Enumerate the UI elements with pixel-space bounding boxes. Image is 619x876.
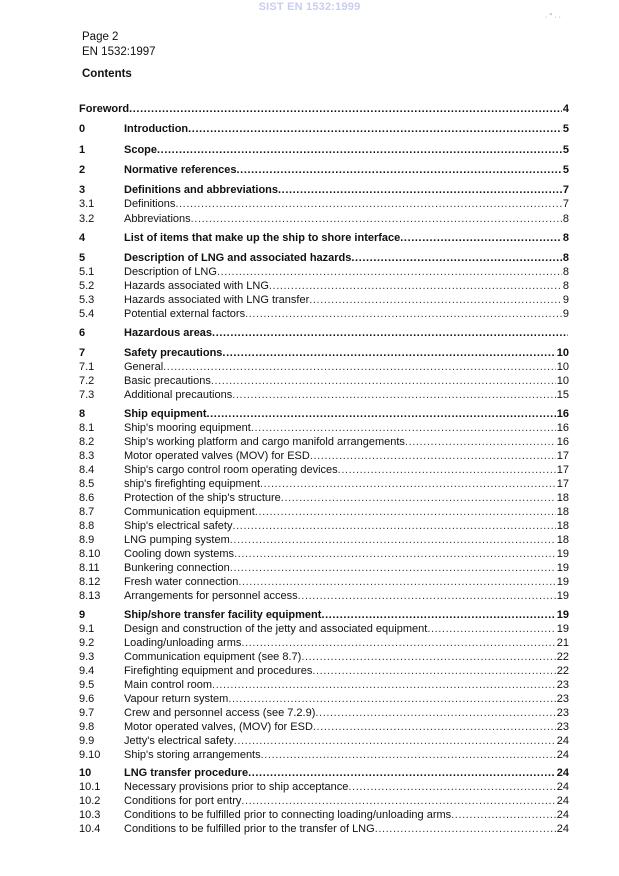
- toc-leader-dots: [241, 636, 555, 650]
- toc-number: 8.2: [79, 436, 95, 448]
- toc-label: Motor operated valves, (MOV) for ESD: [124, 721, 313, 733]
- toc-line: [124, 491, 569, 505]
- toc-line: [124, 197, 569, 211]
- toc-line: [124, 407, 569, 421]
- toc-number: 5.2: [79, 280, 95, 292]
- toc-label: LNG transfer procedure: [124, 767, 249, 779]
- toc-number: 9.8: [79, 721, 95, 733]
- toc-entry: [79, 575, 569, 589]
- scan-specks: · ʼʼ · ·: [545, 14, 561, 21]
- toc-leader-dots: [129, 102, 562, 116]
- toc-label: Definitions: [124, 198, 176, 210]
- toc-page-number: 24: [556, 735, 569, 747]
- toc-label: Main control room: [124, 679, 213, 691]
- toc-page-number: 17: [556, 450, 569, 462]
- toc-line: [124, 561, 569, 575]
- toc-number: 3.1: [79, 198, 95, 210]
- toc-page-number: 8: [562, 232, 569, 244]
- toc-leader-dots: [228, 692, 555, 706]
- toc-page-number: 16: [556, 408, 569, 420]
- toc-leader-dots: [312, 664, 555, 678]
- toc-leader-dots: [348, 780, 555, 794]
- toc-label: Potential external factors: [124, 308, 246, 320]
- toc-page-number: 10: [556, 347, 569, 359]
- toc-label: LNG pumping system: [124, 534, 230, 546]
- toc-line: [124, 822, 569, 836]
- toc-page-number: [568, 326, 569, 340]
- toc-number: 7.3: [79, 389, 95, 401]
- toc-line: [124, 650, 569, 664]
- toc-label: Fresh water connection: [124, 576, 239, 588]
- toc-number: 9.3: [79, 651, 95, 663]
- toc-label: Hazards associated with LNG: [124, 280, 269, 292]
- toc-entry: [79, 608, 569, 622]
- toc-line: [124, 265, 569, 279]
- toc-number: 5.1: [79, 266, 95, 278]
- toc-leader-dots: [157, 143, 562, 157]
- toc-label: Scope: [124, 144, 158, 156]
- toc-leader-dots: [212, 678, 556, 692]
- toc-number: 7.2: [79, 375, 95, 387]
- toc-label: Crew and personnel access (see 7.2.9): [124, 707, 316, 719]
- toc-entry: [79, 463, 569, 477]
- toc-page-number: 5: [562, 144, 569, 156]
- toc-leader-dots: [188, 122, 562, 136]
- toc-page-number: 23: [556, 693, 569, 705]
- toc-number: 10: [79, 767, 92, 779]
- toc-number: 3.2: [79, 213, 95, 225]
- toc-leader-dots: [375, 822, 556, 836]
- toc-label: Ship's working platform and cargo manifold arrangements: [124, 436, 405, 448]
- toc-number: 8.11: [79, 562, 100, 574]
- toc-entry: [79, 435, 569, 449]
- toc-line: [124, 307, 569, 321]
- toc-entry: [79, 491, 569, 505]
- toc-leader-dots: [451, 808, 556, 822]
- toc-entry: [79, 388, 569, 402]
- toc-number: 4: [79, 232, 86, 244]
- toc-page-number: 18: [556, 506, 569, 518]
- toc-line: [124, 706, 569, 720]
- toc-entry: [79, 519, 569, 533]
- toc-label: Hazards associated with LNG transfer: [124, 294, 310, 306]
- toc-entry: [79, 293, 569, 307]
- toc-leader-dots: [232, 519, 555, 533]
- toc-number: 6: [79, 327, 86, 339]
- toc-number: 8.9: [79, 534, 95, 546]
- toc-line: [124, 808, 569, 822]
- toc-leader-dots: [338, 463, 556, 477]
- toc-entry: [79, 664, 569, 678]
- toc-line: [124, 279, 569, 293]
- toc-page-number: 19: [556, 548, 569, 560]
- toc-page-number: 17: [556, 464, 569, 476]
- toc-label: Ship/shore transfer facility equipment: [124, 609, 322, 621]
- toc-line: [124, 622, 569, 636]
- toc-line: [124, 664, 569, 678]
- toc-number: 2: [79, 164, 86, 176]
- toc-number: 8.1: [79, 422, 95, 434]
- toc-entry: [79, 407, 569, 421]
- toc-label: Design and construction of the jetty and associated equipment: [124, 623, 428, 635]
- toc-line: [124, 477, 569, 491]
- toc-leader-dots: [222, 346, 555, 360]
- toc-label: Safety precautions: [124, 347, 223, 359]
- toc-label: Ship's mooring equipment: [124, 422, 251, 434]
- toc-page-number: 15: [556, 389, 569, 401]
- toc-line: [124, 122, 569, 136]
- toc-number: 3: [79, 184, 86, 196]
- toc-leader-dots: [260, 477, 556, 491]
- toc-entry: [79, 231, 569, 245]
- toc-line: [124, 636, 569, 650]
- toc-leader-dots: [301, 650, 555, 664]
- toc-page-number: 9: [562, 308, 569, 320]
- toc-leader-dots: [351, 251, 561, 265]
- toc-page-number: 8: [562, 213, 569, 225]
- toc-page-number: 19: [556, 576, 569, 588]
- toc-page-number: 7: [562, 198, 569, 210]
- page-header: [82, 30, 156, 60]
- toc-page-number: 22: [556, 651, 569, 663]
- toc-label: Loading/unloading arms: [124, 637, 242, 649]
- toc-label: Conditions to be fulfilled prior to connecting loading/unloading arms: [124, 809, 452, 821]
- toc-page-number: 24: [556, 749, 569, 761]
- toc-number: 5.4: [79, 308, 95, 320]
- toc-leader-dots: [315, 706, 555, 720]
- toc-label: Ship equipment: [124, 408, 207, 420]
- toc-page-number: 21: [556, 637, 569, 649]
- toc-number: 8: [79, 408, 86, 420]
- toc-entry: [79, 251, 569, 265]
- toc-line: [124, 463, 569, 477]
- toc-leader-dots: [248, 766, 556, 780]
- toc-leader-dots: [207, 407, 556, 421]
- toc-line: [124, 326, 569, 340]
- toc-entry: [79, 183, 569, 197]
- toc-label: Ship's electrical safety: [124, 520, 233, 532]
- toc-line: [124, 435, 569, 449]
- toc-entry: [79, 734, 569, 748]
- toc-line: [124, 734, 569, 748]
- toc-page-number: 19: [556, 609, 569, 621]
- toc-number: 5: [79, 252, 86, 264]
- contents-title: Contents: [82, 68, 132, 80]
- toc-number: 8.6: [79, 492, 95, 504]
- toc-leader-dots: [234, 734, 556, 748]
- toc-number: 9.4: [79, 665, 95, 677]
- toc-line: [124, 183, 569, 197]
- toc-line: [124, 388, 569, 402]
- toc-entry: [79, 748, 569, 762]
- toc-label: Definitions and abbreviations: [124, 184, 279, 196]
- toc-label: Ship's storing arrangements: [124, 749, 261, 761]
- toc-page-number: 24: [556, 767, 569, 779]
- toc-entry: [79, 197, 569, 211]
- toc-number: 9.9: [79, 735, 95, 747]
- toc-entry: [79, 692, 569, 706]
- toc-entry: [79, 477, 569, 491]
- toc-label: Cooling down systems: [124, 548, 235, 560]
- toc-label: List of items that make up the ship to shore interface: [124, 232, 401, 244]
- toc-line: [124, 692, 569, 706]
- toc-label: Motor operated valves (MOV) for ESD: [124, 450, 310, 462]
- toc-page-number: 24: [556, 809, 569, 821]
- toc-page-number: 24: [556, 823, 569, 835]
- toc-entry: [79, 122, 569, 136]
- toc-leader-dots: [232, 388, 556, 402]
- toc-leader-dots: [217, 265, 562, 279]
- toc-leader-dots: [245, 307, 562, 321]
- toc-entry: [79, 102, 569, 116]
- toc-number: 9.5: [79, 679, 95, 691]
- toc-label: Communication equipment: [124, 506, 255, 518]
- toc-entry: [79, 547, 569, 561]
- toc-number: 9.1: [79, 623, 95, 635]
- toc-page-number: 8: [562, 252, 569, 264]
- toc-line: [124, 519, 569, 533]
- toc-label: General: [124, 361, 164, 373]
- toc-entry: [79, 265, 569, 279]
- toc-line: [124, 360, 569, 374]
- toc-number: 9.2: [79, 637, 95, 649]
- toc-entry: [79, 678, 569, 692]
- toc-label: Arrangements for personnel access: [124, 590, 298, 602]
- toc-line: [124, 575, 569, 589]
- toc-entry: [79, 449, 569, 463]
- toc-page-number: 18: [556, 520, 569, 532]
- toc-line: [124, 163, 569, 177]
- toc-label: Bunkering connection: [124, 562, 230, 574]
- toc-label: Normative references: [124, 164, 237, 176]
- toc-label: Conditions for port entry: [124, 795, 242, 807]
- toc-entry: [79, 706, 569, 720]
- toc-label: ship's firefighting equipment: [124, 478, 261, 490]
- toc-page-number: 8: [562, 266, 569, 278]
- toc-number: 1: [79, 144, 86, 156]
- toc-number: 9.6: [79, 693, 95, 705]
- toc-entry: [79, 326, 569, 340]
- toc-page-number: 19: [556, 562, 569, 574]
- toc-number: 7.1: [79, 361, 95, 373]
- toc-entry: [79, 622, 569, 636]
- toc-leader-dots: [281, 491, 556, 505]
- toc-line: [124, 766, 569, 780]
- toc-entry: [79, 780, 569, 794]
- toc-number: 5.3: [79, 294, 95, 306]
- toc-label: Jetty's electrical safety: [124, 735, 234, 747]
- toc-leader-dots: [211, 374, 556, 388]
- toc-entry: [79, 533, 569, 547]
- toc-line: [79, 102, 569, 116]
- toc-page-number: 10: [556, 361, 569, 373]
- toc-entry: [79, 307, 569, 321]
- toc-number: 10.1: [79, 781, 101, 793]
- toc-number: 10.2: [79, 795, 101, 807]
- toc-entry: [79, 766, 569, 780]
- toc-entry: [79, 279, 569, 293]
- toc-entry: [79, 589, 569, 603]
- toc-number: 8.7: [79, 506, 95, 518]
- toc-page-number: 24: [556, 795, 569, 807]
- toc-page-number: 19: [556, 590, 569, 602]
- toc-page-number: 4: [562, 103, 569, 115]
- toc-leader-dots: [427, 622, 555, 636]
- toc-page-number: 16: [556, 436, 569, 448]
- toc-leader-dots: [238, 575, 555, 589]
- toc-entry: [79, 143, 569, 157]
- toc-line: [124, 293, 569, 307]
- toc-number: 10.3: [79, 809, 101, 821]
- watermark: SIST EN 1532:1999: [258, 1, 361, 13]
- toc-page-number: 16: [556, 422, 569, 434]
- toc-line: [124, 231, 569, 245]
- toc-page-number: 9: [562, 294, 569, 306]
- toc-label: Description of LNG and associated hazards: [124, 252, 352, 264]
- toc-number: 8.13: [79, 590, 101, 602]
- toc-page-number: 18: [556, 534, 569, 546]
- toc-leader-dots: [269, 279, 562, 293]
- toc-leader-dots: [405, 435, 556, 449]
- toc-line: [124, 608, 569, 622]
- toc-entry: [79, 421, 569, 435]
- toc-page-number: 19: [556, 623, 569, 635]
- toc-number: 8.12: [79, 576, 101, 588]
- toc-entry: [79, 360, 569, 374]
- toc-entry: [79, 636, 569, 650]
- toc-label: Additional precautions: [124, 389, 233, 401]
- toc-page-number: 18: [556, 492, 569, 504]
- toc-entry: [79, 374, 569, 388]
- toc-page-number: 23: [556, 679, 569, 691]
- toc-line: [124, 212, 569, 226]
- toc-leader-dots: [310, 449, 556, 463]
- toc-number: 8.8: [79, 520, 95, 532]
- toc-label: Hazardous areas: [124, 327, 213, 339]
- toc-label: Protection of the ship's structure: [124, 492, 281, 504]
- toc-number: 8.4: [79, 464, 95, 476]
- toc-entry: [79, 346, 569, 360]
- toc-line: [124, 505, 569, 519]
- toc-number: 8.5: [79, 478, 95, 490]
- toc-label: Firefighting equipment and procedures: [124, 665, 313, 677]
- toc-page-number: 24: [556, 781, 569, 793]
- toc-leader-dots: [298, 589, 556, 603]
- toc-page-number: 22: [556, 665, 569, 677]
- toc-entry: [79, 720, 569, 734]
- toc-line: [124, 678, 569, 692]
- toc-leader-dots: [278, 183, 562, 197]
- toc-line: [124, 374, 569, 388]
- toc-leader-dots: [400, 231, 562, 245]
- toc-label: Abbreviations: [124, 213, 191, 225]
- toc-number: 9.10: [79, 749, 101, 761]
- toc-label: Necessary provisions prior to ship acceptance: [124, 781, 349, 793]
- toc-leader-dots: [237, 163, 562, 177]
- toc-leader-dots: [230, 533, 556, 547]
- toc-leader-dots: [212, 326, 568, 340]
- toc-label: Introduction: [124, 123, 189, 135]
- toc-label: Vapour return system: [124, 693, 229, 705]
- toc-line: [124, 449, 569, 463]
- toc-page-number: 23: [556, 707, 569, 719]
- toc-entry: [79, 822, 569, 836]
- toc-label: Communication equipment (see 8.7): [124, 651, 302, 663]
- toc-number: 9.7: [79, 707, 95, 719]
- toc-number: 10.4: [79, 823, 101, 835]
- toc-number: 0: [79, 123, 86, 135]
- toc-number: 7: [79, 347, 86, 359]
- toc-line: [124, 251, 569, 265]
- toc-leader-dots: [261, 748, 556, 762]
- page-number: Page 2: [82, 31, 119, 43]
- toc-line: [124, 533, 569, 547]
- toc-line: [124, 720, 569, 734]
- toc-page-number: 17: [556, 478, 569, 490]
- toc-entry: [79, 505, 569, 519]
- toc-entry: [79, 650, 569, 664]
- toc-line: [124, 780, 569, 794]
- toc-line: [124, 143, 569, 157]
- toc-page-number: 8: [562, 280, 569, 292]
- toc-line: [124, 748, 569, 762]
- toc-line: [124, 794, 569, 808]
- toc-number: 8.10: [79, 548, 101, 560]
- toc-entry: [79, 794, 569, 808]
- toc-number: 8.3: [79, 450, 95, 462]
- toc-leader-dots: [191, 212, 562, 226]
- toc-label: Foreword: [79, 103, 130, 115]
- toc-leader-dots: [241, 794, 555, 808]
- toc-label: Description of LNG: [124, 266, 217, 278]
- toc-label: Basic precautions: [124, 375, 211, 387]
- toc-leader-dots: [255, 505, 556, 519]
- toc-page-number: 5: [562, 123, 569, 135]
- toc-leader-dots: [230, 561, 556, 575]
- toc-page-number: 5: [562, 164, 569, 176]
- toc-line: [124, 421, 569, 435]
- toc-entry: [79, 808, 569, 822]
- toc-label: Ship's cargo control room operating devices: [124, 464, 338, 476]
- toc-page-number: 23: [556, 721, 569, 733]
- toc-page-number: 10: [556, 375, 569, 387]
- toc-line: [124, 346, 569, 360]
- toc-leader-dots: [175, 197, 562, 211]
- toc-leader-dots: [321, 608, 555, 622]
- toc-entry: [79, 212, 569, 226]
- toc-number: 9: [79, 609, 86, 621]
- toc-leader-dots: [309, 293, 562, 307]
- toc-leader-dots: [313, 720, 556, 734]
- toc-leader-dots: [251, 421, 556, 435]
- toc-entry: [79, 561, 569, 575]
- toc-label: Conditions to be fulfilled prior to the transfer of LNG: [124, 823, 375, 835]
- toc-page-number: 7: [562, 184, 569, 196]
- standard-id: EN 1532:1997: [82, 46, 156, 58]
- toc-leader-dots: [163, 360, 556, 374]
- toc-line: [124, 547, 569, 561]
- toc-leader-dots: [234, 547, 556, 561]
- toc-line: [124, 589, 569, 603]
- toc-entry: [79, 163, 569, 177]
